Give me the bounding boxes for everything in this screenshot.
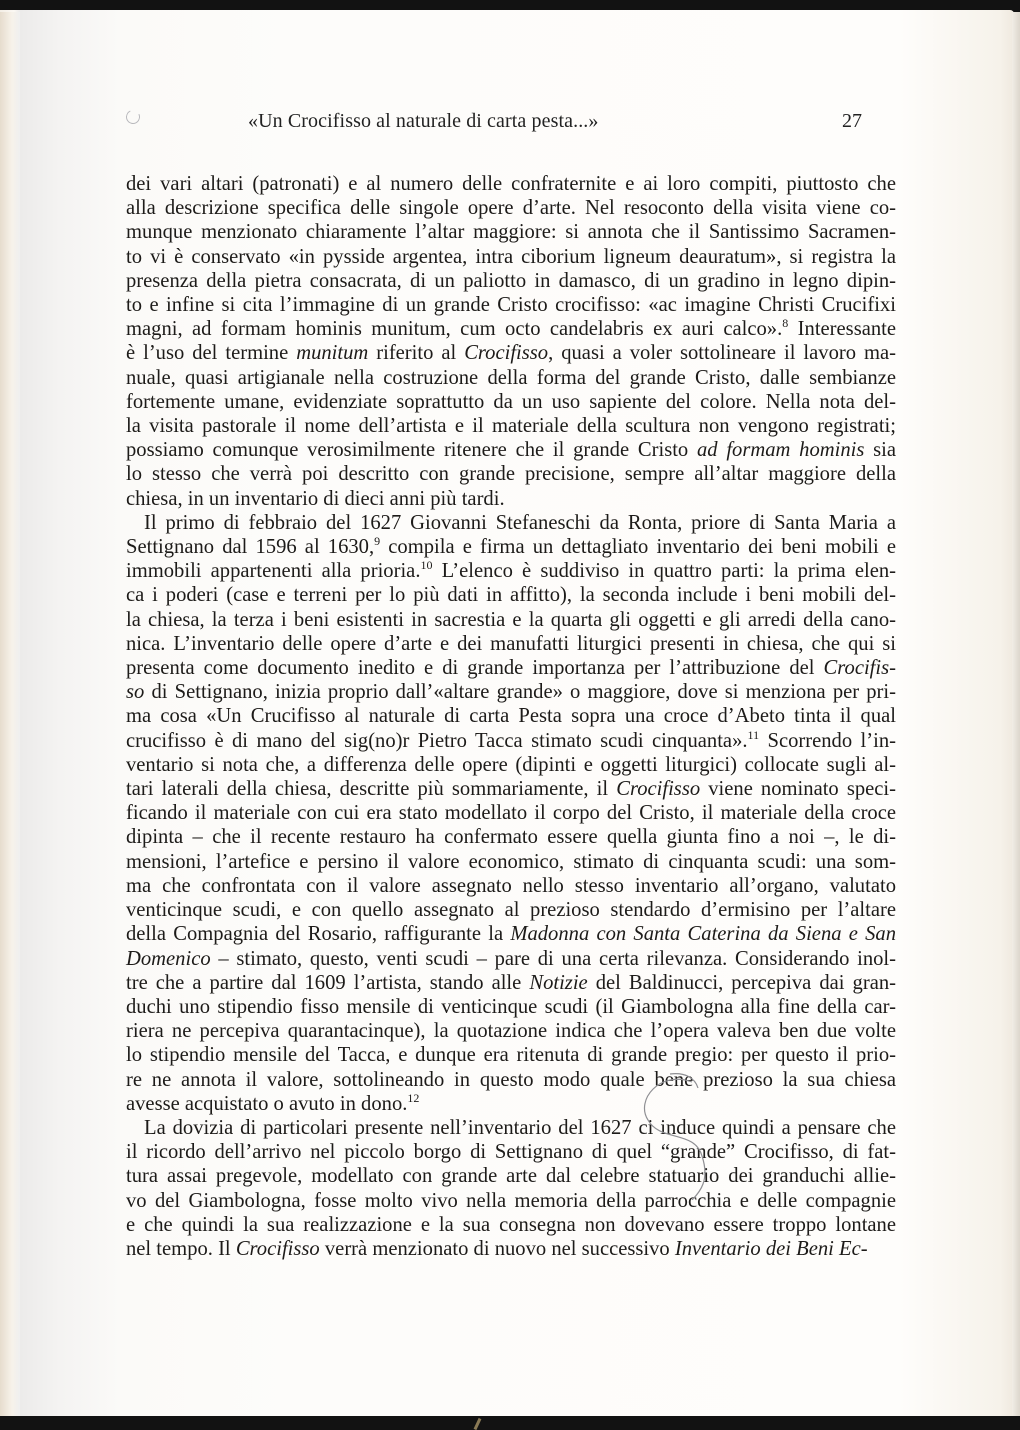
text-span: dei vari altari (patronati) e al numero delle confraternite e ai loro compiti, piuttosto che (126, 173, 896, 195)
text-span: nuale, quasi artigianale nella costruzione della forma del grande Cristo, dalle sembianze (126, 366, 896, 389)
text-line (126, 220, 896, 244)
text-span: verrà menzionato di nuovo nel successivo (319, 1237, 675, 1260)
text-span: nel tempo. Il (126, 1237, 236, 1260)
text-span: sia (864, 439, 897, 462)
italic-text: munitum (296, 342, 369, 365)
italic-text: Crocifis- (823, 657, 896, 680)
text-span: crucifisso è di mano del sig(no)r Pietro Tacca stimato scudi cinquanta». (126, 729, 748, 752)
text-span: del Baldinucci, percepiva dai gran- (587, 971, 896, 994)
text-span: , quasi a voler sottolineare il lavoro ma- (548, 342, 896, 365)
text-line (126, 269, 896, 293)
text-span: presenta come documento inedito e di grande importanza per l’attribuzione del (126, 657, 824, 680)
text-line (126, 704, 896, 728)
page-gutter (0, 12, 20, 1416)
text-line (126, 1116, 896, 1140)
text-line (126, 511, 896, 535)
text-span: ficando il materiale con cui era stato modellato il corpo del Cristo, il materiale della croce (126, 802, 896, 825)
text-span: Scorrendo l’in- (759, 729, 896, 752)
italic-text: Notizie (529, 971, 588, 994)
text-span: della Compagnia del Rosario, raffigurante la (126, 923, 511, 946)
text-span: munque menzionato chiaramente l’altar maggiore: si annota che il Santissimo Sacramen- (126, 221, 896, 244)
text-span: to vi è conservato «in pysside argentea, intra ciborium ligneum deauratum», si registra la (126, 245, 896, 268)
text-line (126, 850, 896, 874)
text-span: ca i poderi (case e terreni per lo più dati in affitto), la seconda include i beni mobili del- (126, 584, 896, 607)
text-span: Interessante (788, 318, 897, 341)
text-line (126, 898, 896, 922)
text-line (126, 753, 896, 777)
scan-border-bottom (0, 1416, 1020, 1430)
text-span: è l’uso del termine (126, 342, 297, 365)
italic-text: Inventario dei Beni Ec- (674, 1237, 868, 1260)
footnote-ref: 12 (407, 1090, 420, 1105)
text-span: la visita pastorale il nome dell’artista e il materiale della scultura non vengono registrati; (126, 415, 896, 438)
text-span: il ricordo dell’arrivo nel piccolo borgo di Settignano di quel “grande” Crocifisso, di fat- (126, 1141, 896, 1164)
text-line (126, 825, 896, 849)
paragraph (126, 1116, 896, 1261)
text-line (126, 947, 896, 971)
text-span: ventario si nota che, a differenza delle opere (dipinti e oggetti liturgici) collocate sugli al- (126, 753, 896, 776)
text-line (126, 874, 896, 898)
footnote-ref: 11 (747, 727, 760, 742)
text-line (126, 1068, 896, 1092)
text-line (126, 777, 896, 801)
text-line (126, 583, 896, 607)
paragraph (126, 511, 896, 1116)
text-line (126, 559, 896, 583)
text-span: vo del Giambologna, fosse molto vivo nella memoria della parrocchia e delle compagnie (126, 1189, 896, 1212)
text-line (126, 293, 896, 317)
text-line (126, 1213, 896, 1237)
text-line (126, 462, 896, 486)
text-line (126, 438, 896, 462)
text-line (126, 656, 896, 680)
text-span: tura assai pregevole, modellato con grande arte dal celebre statuario dei granduchi allie- (126, 1165, 896, 1188)
text-span: venticinque scudi, e con quello assegnato al prezioso stendardo d’ermisino per l’altare (126, 899, 896, 922)
text-line (126, 245, 896, 269)
text-line (126, 1043, 896, 1067)
text-span: alla descrizione specifica delle singole opere d’arte. Nel resoconto della visita viene co- (126, 197, 896, 220)
text-span: dipinta – che il recente restauro ha confermato essere quella giunta fino a noi –, le di- (126, 826, 896, 849)
text-line (126, 1164, 896, 1188)
text-span: la chiesa, la terza i beni esistenti in sacrestia e la quarta gli oggetti e gli arredi della cano- (126, 608, 896, 631)
text-span: presenza della pietra consacrata, di un paliotto in damasco, di un gradino in legno dipin- (126, 269, 896, 292)
text-line (126, 487, 896, 511)
text-line (126, 414, 896, 438)
text-line (126, 680, 896, 704)
text-span: ma cosa «Un Crucifisso al naturale di carta Pesta sopra una croce d’Abeto tinta il qual (126, 705, 896, 728)
text-span: immobili appartenenti alla prioria. (126, 560, 421, 583)
text-span: possiamo comunque verosimilmente ritenere che il grande Cristo (126, 439, 697, 462)
text-span: Settignano dal 1596 al 1630, (126, 536, 375, 559)
text-span: La dovizia di particolari presente nell’inventario del 1627 ci induce quindi a pensare che (144, 1116, 896, 1139)
page-fore-edge (1012, 12, 1020, 1416)
page-number: 27 (842, 110, 862, 132)
italic-text: so (126, 681, 145, 704)
text-span: – stimato, questo, venti scudi – pare di una certa rilevanza. Considerando inol- (210, 947, 896, 970)
italic-text: Domenico (126, 947, 211, 970)
text-line (126, 196, 896, 220)
text-line (126, 317, 896, 341)
italic-text: ad formam hominis (696, 439, 865, 462)
text-span: e che quindi la sua realizzazione e la sua consegna non dovevano essere troppo lontane (126, 1213, 896, 1236)
text-span: nica. L’inventario delle opere d’arte e dei manufatti liturgici presenti in chiesa, che qui si (126, 632, 896, 655)
text-line (126, 608, 896, 632)
text-line (126, 341, 896, 365)
text-line (126, 995, 896, 1019)
footnote-ref: 10 (420, 558, 433, 573)
text-line (126, 172, 896, 196)
text-span: to e infine si cita l’immagine di un grande Cristo crocifisso: «ac imagine Christi Crucifixi (126, 294, 896, 317)
text-span: mensioni, l’artefice e persino il valore economico, stimato di cinquanta scudi: una som- (126, 850, 896, 873)
text-span: di Settignano, inizia proprio dall’«altare grande» o maggiore, dove si menziona per pri- (144, 681, 896, 704)
text-line (126, 1237, 896, 1261)
paragraph (126, 172, 896, 511)
running-header (0, 110, 1020, 140)
text-line (126, 1019, 896, 1043)
text-span: duchi uno stipendio fisso mensile di venticinque scudi (il Giambologna alla fine della car- (126, 995, 896, 1018)
footnote-ref: 8 (782, 316, 789, 331)
italic-text: Madonna con Santa Caterina da Siena e San (510, 923, 896, 946)
text-span: avesse acquistato o avuto in dono. (126, 1092, 408, 1115)
text-line (126, 366, 896, 390)
text-span: tre che a partire dal 1609 l’artista, stando alle (126, 971, 530, 994)
text-line (126, 535, 896, 559)
italic-text: Crocifisso (616, 778, 701, 801)
text-line (126, 1140, 896, 1164)
text-span: lo stipendio mensile del Tacca, e dunque era ritenuta di grande pregio: per questo il prio- (126, 1044, 896, 1067)
text-span: fortemente umane, evidenziate soprattutto da un uso sapiente del colore. Nella nota del- (126, 390, 896, 413)
body-text (126, 172, 896, 1261)
text-line (126, 632, 896, 656)
text-span: ma che confrontata con il valore assegnato nello stesso inventario all’organo, valutato (126, 874, 896, 897)
text-line (126, 801, 896, 825)
text-line (126, 971, 896, 995)
text-span: tari laterali della chiesa, descritte più sommariamente, il (126, 778, 617, 801)
running-title: «Un Crocifisso al naturale di carta pesta...» (248, 110, 599, 132)
text-span: L’elenco è suddiviso in quattro parti: la prima elen- (432, 560, 896, 583)
text-span: magni, ad formam hominis munitum, cum octo candelabris ex auri calco». (126, 318, 783, 341)
text-span: compila e firma un dettagliato inventario dei beni mobili e (380, 536, 896, 559)
footnote-ref: 9 (374, 534, 381, 549)
text-line (126, 729, 896, 753)
text-span: riferito al (368, 342, 465, 365)
text-line (126, 390, 896, 414)
text-line (126, 1092, 896, 1116)
italic-text: Crocifisso (464, 342, 549, 365)
text-span: Il primo di febbraio del 1627 Giovanni Stefaneschi da Ronta, priore di Santa Maria a (144, 511, 896, 534)
text-span: riera ne percepiva quarantacinque), la quotazione indica che l’opera valeva ben due volte (126, 1020, 896, 1043)
text-line (126, 922, 896, 946)
text-span: re ne annota il valore, sottolineando in questo modo quale bene prezioso la sua chiesa (126, 1068, 896, 1091)
italic-text: Crocifisso (235, 1237, 320, 1260)
text-line (126, 1189, 896, 1213)
text-span: lo stesso che verrà poi descritto con grande precisione, sempre all’altar maggiore della (126, 463, 896, 486)
text-span: chiesa, in un inventario di dieci anni più tardi. (126, 487, 505, 510)
text-span: viene nominato speci- (700, 778, 896, 801)
